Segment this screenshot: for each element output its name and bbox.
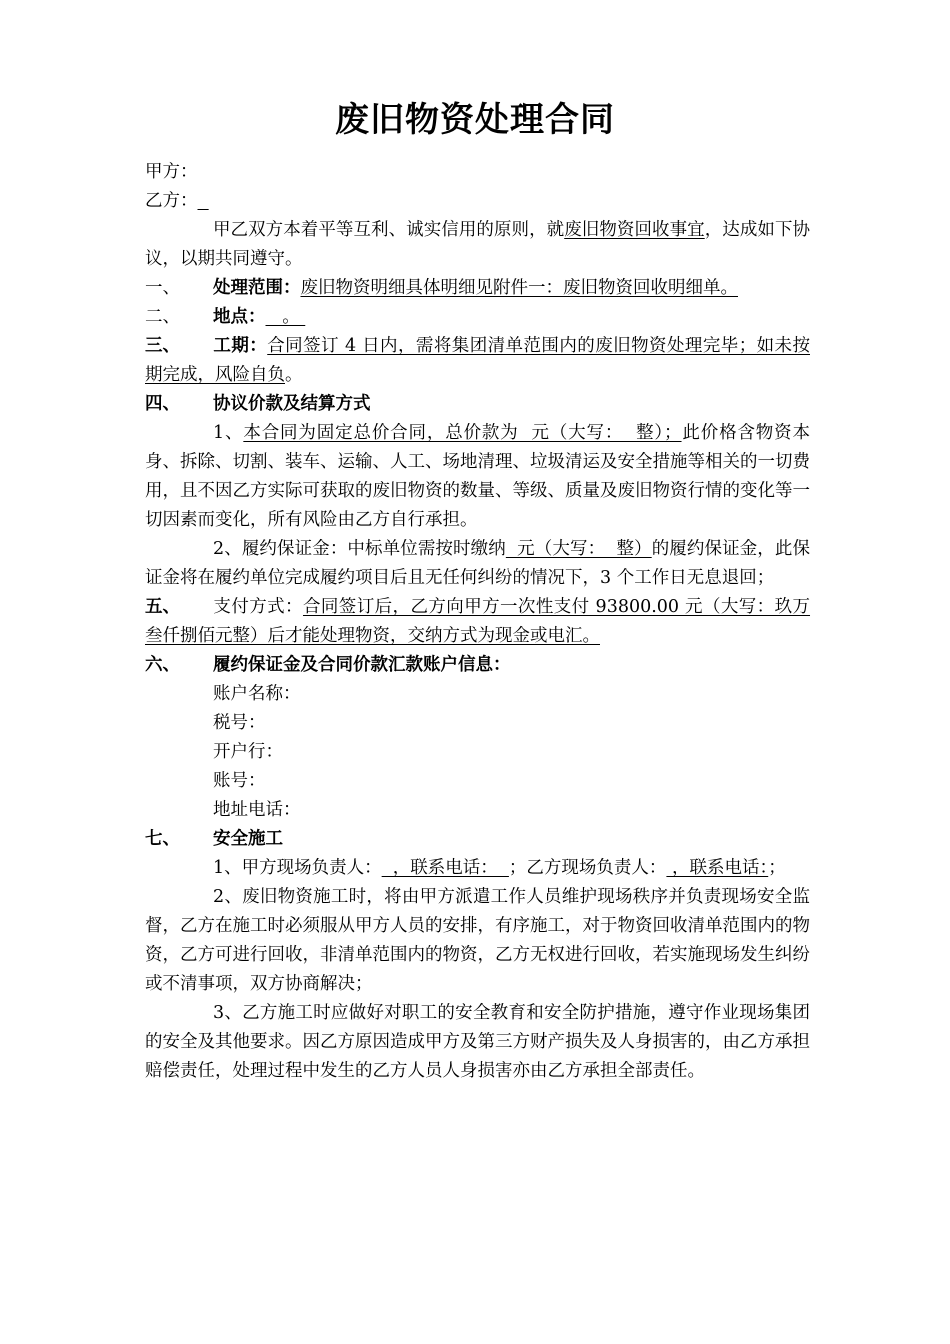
section-7-clause-3: 3、乙方施工时应做好对职工的安全教育和安全防护措施，遵守作业现场集团的安全及其他要求。因乙方原因造成甲方及第三方财产损失及人身损害的，由乙方承担赔偿责任，处理过程中发生的乙方人员人身损害亦由乙方承担全部责任。 — [145, 1003, 810, 1081]
account-name-field: 账户名称： — [213, 684, 301, 704]
section-2-text: 。 — [265, 307, 306, 327]
section-7 — [145, 825, 810, 854]
section-4-label: 协议价款及结算方式 — [213, 394, 371, 414]
document-body — [145, 158, 810, 1086]
section-3-text: 合同签订 4 日内，需将集团清单范围内的废旧物资处理完毕；如未按期完成，风险自负 — [145, 336, 810, 385]
clause-7-1-party-a: 1、甲方现场负责人： — [213, 858, 382, 878]
section-1 — [145, 274, 810, 303]
section-1-number: 一、 — [145, 278, 180, 298]
party-b-label: 乙方： — [145, 191, 198, 211]
section-4-clause-1 — [145, 419, 810, 535]
document-title: 废旧物资处理合同 — [335, 100, 615, 140]
section-6-label: 履约保证金及合同价款汇款账户信息： — [213, 655, 511, 675]
section-4 — [145, 390, 810, 419]
party-b-line — [145, 187, 810, 216]
party-a-line: 甲方： — [145, 162, 198, 182]
clause-4-2-text-end: 的履约保证金，此保证金将在履约单位完成履约项目后且无任何纠纷的情况下，3 个工作日无息退回； — [145, 539, 811, 588]
bank-field: 开户行： — [213, 742, 283, 762]
intro-paragraph — [145, 216, 810, 274]
section-2-number: 二、 — [145, 307, 180, 327]
section-3 — [145, 332, 810, 390]
section-5-label: 支付方式： — [213, 597, 303, 617]
section-1-label: 处理范围： — [213, 278, 301, 298]
section-6 — [145, 651, 810, 680]
section-3-label: 工期： — [213, 336, 268, 356]
party-b-blank — [198, 191, 209, 211]
section-7-clause-1 — [145, 854, 810, 883]
section-5-text: 合同签订后，乙方向甲方一次性支付 93800.00 元（大写：玖万叁仟捌佰元整）后才能处理物资，交纳方式为现金或电汇。 — [145, 597, 811, 646]
clause-7-1-end: ； — [768, 858, 786, 878]
clause-4-2-underlined: 元（大写： 整） — [505, 539, 652, 559]
section-2-label: 地点： — [213, 307, 266, 327]
section-3-tail: 。 — [285, 365, 303, 385]
clause-4-1-text: 此价格含物资本身、拆除、切割、装车、运输、人工、场地清理、垃圾清运及安全措施等相关的一切费用，且不因乙方实际可获取的废旧物资的数量、等级、质量及废旧物资行情的变化等一切因素而变化，所有风险由乙方自行承担。 — [145, 423, 811, 530]
clause-7-1-party-a-blank: ，联系电话： — [381, 858, 509, 878]
section-4-number: 四、 — [145, 394, 180, 414]
clause-4-1-number: 1、 — [213, 423, 244, 443]
intro-text-end: ，达成如下协议，以期共同遵守。 — [145, 220, 811, 269]
intro-text: 甲乙双方本着平等互利、诚实信用的原则，就 — [213, 220, 565, 240]
address-phone-field: 地址电话： — [213, 800, 301, 820]
section-4-clause-2 — [145, 535, 810, 593]
section-7-clause-2: 2、废旧物资施工时，将由甲方派遣工作人员维护现场秩序并负责现场安全监督，乙方在施工时必须服从甲方人员的安排，有序施工，对于物资回收清单范围内的物资，乙方可进行回收，非清单范围内的物资，乙方无权进行回收，若实施现场发生纠纷或不清事项，双方协商解决； — [145, 887, 810, 994]
section-5 — [145, 593, 810, 651]
intro-underlined: 废旧物资回收事宜 — [564, 220, 705, 240]
section-6-number: 六、 — [145, 655, 180, 675]
section-3-number: 三、 — [145, 336, 180, 356]
section-2 — [145, 303, 810, 332]
account-number-field: 账号： — [213, 771, 266, 791]
section-1-text: 废旧物资明细具体明细见附件一：废旧物资回收明细单。 — [300, 278, 738, 298]
clause-7-1-party-b: ；乙方现场负责人： — [508, 858, 667, 878]
section-5-number: 五、 — [145, 597, 180, 617]
clause-4-2-text: 2、履约保证金：中标单位需按时缴纳 — [213, 539, 506, 559]
clause-7-1-party-b-blank: ，联系电话： — [666, 858, 769, 878]
tax-number-field: 税号： — [213, 713, 266, 733]
section-7-label: 安全施工 — [213, 829, 283, 849]
clause-4-1-underlined: 本合同为固定总价合同，总价款为 元（大写： 整）； — [243, 423, 682, 443]
section-7-number: 七、 — [145, 829, 180, 849]
